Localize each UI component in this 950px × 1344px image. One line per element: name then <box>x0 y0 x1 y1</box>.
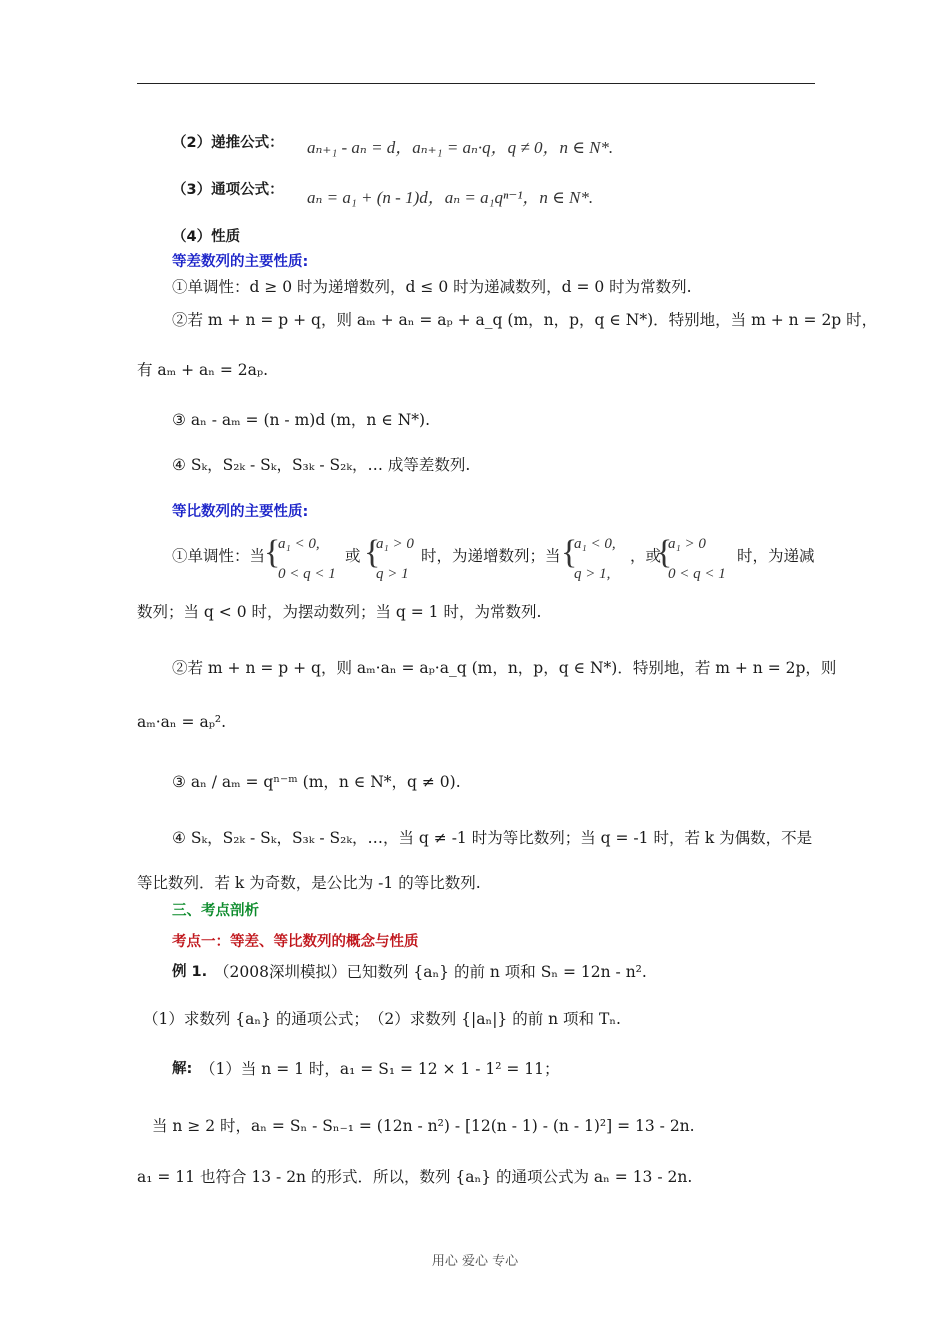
example-1-label: 例 1. <box>172 964 208 980</box>
geometric-property-2: ②若 m + n = p + q，则 aₘ·aₙ = aₚ·a_q (m，n，p，q ∈ N*)．特别地，若 m + n = 2p，则 <box>172 659 837 677</box>
arithmetic-property-4: ④ Sₖ，S₂ₖ - Sₖ，S₃ₖ - S₂ₖ，… 成等差数列. <box>172 456 471 474</box>
arithmetic-property-2-cont: 有 aₘ + aₙ = 2aₚ. <box>137 361 269 379</box>
geometric-property-1-cont: 数列；当 q < 0 时，为摆动数列；当 q = 1 时，为常数列. <box>137 603 542 621</box>
general-formula-math: aₙ = a₁ + (n - 1)d，aₙ = a₁qⁿ⁻¹，n ∈ N*. <box>307 188 594 207</box>
section-3-heading: 三、考点剖析 <box>172 903 259 919</box>
g1-system1-bottom: 0 < q < 1 <box>278 566 336 582</box>
g1-system4-bottom: 0 < q < 1 <box>668 566 726 582</box>
arithmetic-properties-heading: 等差数列的主要性质: <box>172 254 309 270</box>
g1-or-1: 或 <box>345 547 361 565</box>
key-point-1-heading: 考点一：等差、等比数列的概念与性质 <box>172 934 419 950</box>
recursive-formula-math: aₙ₊₁ - aₙ = d，aₙ₊₁ = aₙ·q，q ≠ 0，n ∈ N*. <box>307 138 614 157</box>
g1-system4-top: a₁ > 0 <box>668 536 706 552</box>
solution-step-2: 当 n ≥ 2 时，aₙ = Sₙ - Sₙ₋₁ = (12n - n²) - [12(n - 1) - (n - 1)²] = 13 - 2n. <box>152 1117 695 1135</box>
g1-system2-bottom: q > 1 <box>376 566 409 582</box>
geometric-property-4-cont: 等比数列．若 k 为奇数，是公比为 -1 的等比数列. <box>137 874 481 892</box>
geometric-property-2-cont: aₘ·aₙ = aₚ². <box>137 713 227 731</box>
arithmetic-property-3: ③ aₙ - aₘ = (n - m)d (m，n ∈ N*). <box>172 411 431 429</box>
solution-step-3: a₁ = 11 也符合 13 - 2n 的形式．所以，数列 {aₙ} 的通项公式为 aₙ = 13 - 2n. <box>137 1168 693 1186</box>
g1-end: 时，为递减 <box>737 547 815 565</box>
g1-system3-top: a₁ < 0, <box>574 536 616 552</box>
arithmetic-property-2: ②若 m + n = p + q，则 aₘ + aₙ = aₚ + a_q (m，n，p，q ∈ N*)．特别地，当 m + n = 2p 时， <box>172 311 878 329</box>
brace-2: { <box>364 534 381 571</box>
header-rule <box>137 83 815 84</box>
solution-label: 解: <box>172 1061 193 1077</box>
brace-4: { <box>656 534 673 571</box>
example-1-text: （2008深圳模拟）已知数列 {aₙ} 的前 n 项和 Sₙ = 12n - n². <box>214 963 647 981</box>
geometric-properties-heading: 等比数列的主要性质: <box>172 504 309 520</box>
brace-1: { <box>264 534 281 571</box>
solution-step-1: （1）当 n = 1 时，a₁ = S₁ = 12 × 1 - 1² = 11； <box>200 1060 560 1078</box>
geometric-property-4: ④ Sₖ，S₂ₖ - Sₖ，S₃ₖ - S₂ₖ，…，当 q ≠ -1 时为等比数列；当 q = -1 时，若 k 为偶数，不是 <box>172 829 813 847</box>
g1-system2-top: a₁ > 0 <box>376 536 414 552</box>
g1-or-2: ，或 <box>630 547 662 565</box>
brace-3: { <box>561 534 578 571</box>
g1-middle: 时，为递增数列；当 <box>421 547 561 565</box>
example-1-questions: （1）求数列 {aₙ} 的通项公式； （2）求数列 {|aₙ|} 的前 n 项和 Tₙ. <box>143 1010 621 1028</box>
properties-label: （4）性质 <box>172 229 241 245</box>
recursive-formula-label: （2）递推公式： <box>172 135 284 151</box>
arithmetic-property-1: ①单调性：d ≥ 0 时为递增数列，d ≤ 0 时为递减数列，d = 0 时为常数列. <box>172 278 692 296</box>
g1-system1-top: a₁ < 0, <box>278 536 320 552</box>
general-formula-label: （3）通项公式： <box>172 182 284 198</box>
g1-system3-bottom: q > 1, <box>574 566 611 582</box>
page-footer: 用心 爱心 专心 <box>431 1254 519 1269</box>
geometric-property-1-start: ①单调性：当 <box>172 547 266 565</box>
geometric-property-3: ③ aₙ / aₘ = qⁿ⁻ᵐ (m，n ∈ N*，q ≠ 0). <box>172 773 461 791</box>
